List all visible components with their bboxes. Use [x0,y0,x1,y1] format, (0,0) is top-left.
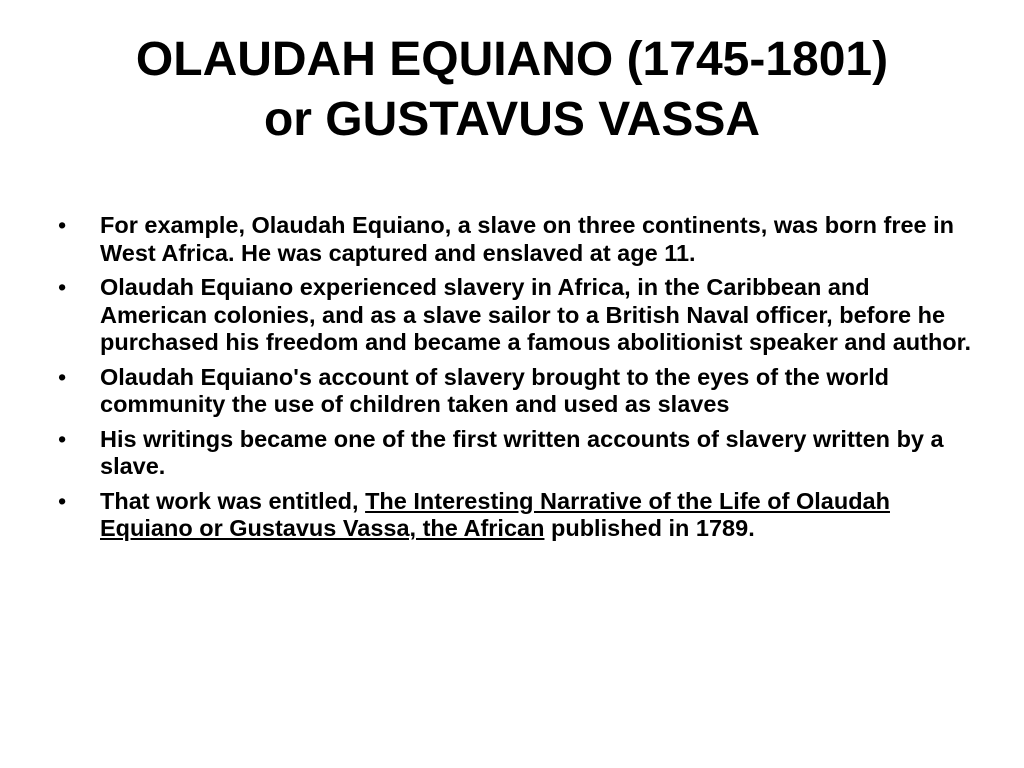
bullet-item-4 [58,426,978,481]
bullet-icon: • [58,487,67,514]
bullet-text-4: His writings became one of the first written accounts of slavery written by a slave. [100,425,944,479]
bullet-text-3: Olaudah Equiano's account of slavery brought to the eyes of the world community the use of children taken and used as slaves [100,363,890,417]
bullet-item-1 [58,212,978,267]
bullet-item-3 [58,364,978,419]
bullet-text-1: For example, Olaudah Equiano, a slave on three continents, was born free in West Africa. He was captured and enslaved at age 11. [100,212,955,266]
slide-title [40,30,984,150]
bullet-icon: • [58,425,67,452]
bullet-item-5 [58,488,978,543]
bullet-text-5-prefix: That work was entitled, [100,487,366,514]
bullet-icon: • [58,212,67,238]
bullet-text-2: Olaudah Equiano experienced slavery in Africa, in the Caribbean and American colonies, and as a slave sailor to a British Naval officer, before he purchased his freedom and became a famous abolitionist speaker and author. [100,274,972,355]
bullet-list [58,212,978,550]
bullet-icon: • [58,274,67,300]
bullet-icon: • [58,363,67,390]
book-title-link: The Interesting Narrative of the Life of Olaudah Equiano or Gustavus Vassa, the African [100,487,890,541]
bullet-text-5-suffix: published in 1789. [544,515,755,541]
bullet-item-2 [58,274,978,357]
title-line-2: or GUSTAVUS VASSA [263,93,761,146]
title-line-1: OLAUDAH EQUIANO (1745-1801) [135,33,889,86]
